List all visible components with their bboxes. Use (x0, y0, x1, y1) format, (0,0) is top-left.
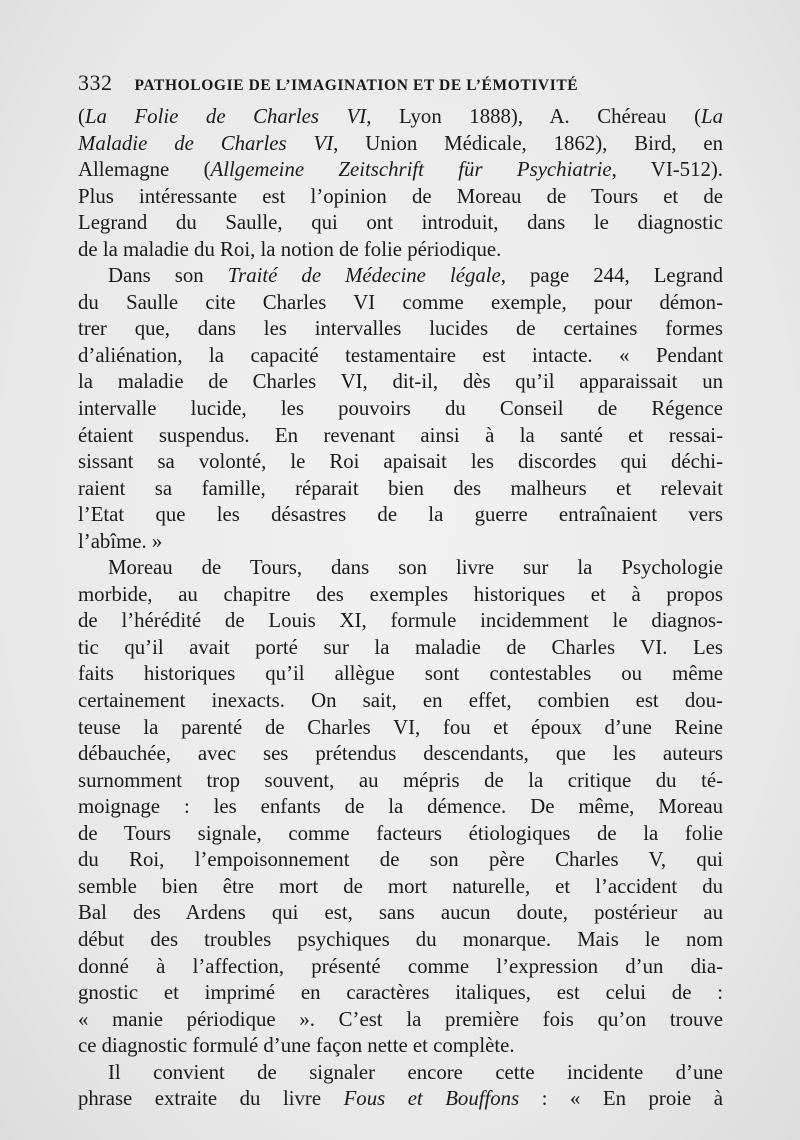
text-line (78, 1033, 723, 1060)
text-line (78, 316, 723, 343)
text-segment: Dans son (108, 264, 228, 288)
text-segment: de la maladie du Roi, la notion de folie périodique. (78, 237, 502, 261)
text-line (78, 661, 723, 688)
text-line (78, 688, 723, 715)
text-line (78, 1060, 723, 1087)
text-line (78, 874, 723, 901)
italic-text: Maladie de Charles VI (78, 131, 334, 155)
text-line (78, 794, 723, 821)
text-line (78, 900, 723, 927)
text-segment: raient sa famille, réparait bien des malheurs et relevait (78, 476, 723, 500)
italic-text: Fous et Bouffons (343, 1087, 520, 1111)
text-segment: Allemagne ( (78, 158, 211, 182)
text-segment: ce diagnostic formulé d’une façon nette et complète. (78, 1034, 515, 1058)
text-segment: phrase extraite du livre (78, 1087, 344, 1111)
text-segment: certainement inexacts. On sait, en effet, combien est dou- (78, 689, 723, 713)
text-line (78, 529, 723, 556)
text-segment: du Roi, l’empoisonnement de son père Charles V, qui (78, 848, 723, 872)
running-head-title: PATHOLOGIE DE L’IMAGINATION ET DE L’ÉMOTIVITÉ (134, 77, 579, 94)
body-text (78, 104, 723, 1113)
text-line (78, 423, 723, 450)
text-segment: trer que, dans les intervalles lucides de certaines formes (78, 317, 723, 341)
text-line (78, 502, 723, 529)
text-line (78, 555, 723, 582)
text-segment: intervalle lucide, les pouvoirs du Conseil de Régence (78, 397, 723, 421)
text-segment: du Saulle cite Charles VI comme exemple, pour démon- (78, 290, 723, 314)
text-segment: l’abîme. » (78, 529, 163, 553)
text-line (78, 715, 723, 742)
italic-text: Allgemeine Zeitschrift für Psychiatrie (210, 158, 612, 182)
text-line (78, 582, 723, 609)
text-line (78, 237, 723, 264)
text-line (78, 821, 723, 848)
text-segment: : « En proie à (519, 1087, 723, 1111)
text-segment: , page 244, Legrand (500, 264, 723, 288)
text-line (78, 608, 723, 635)
text-segment: teuse la parenté de Charles VI, fou et époux d’une Reine (78, 715, 723, 739)
text-segment: ( (78, 105, 85, 128)
text-segment: de Tours signale, comme facteurs étiologiques de la folie (78, 821, 723, 845)
text-line (78, 369, 723, 396)
text-line (78, 847, 723, 874)
text-segment: moignage : les enfants de la démence. De même, Moreau (78, 795, 723, 819)
text-line (78, 476, 723, 503)
text-line (78, 290, 723, 317)
text-line (78, 927, 723, 954)
text-segment: Il convient de signaler encore cette incidente d’une (108, 1060, 723, 1084)
text-line (78, 954, 723, 981)
text-line (78, 184, 723, 211)
text-segment: Moreau de Tours, dans son livre sur la Psychologie (108, 556, 723, 580)
text-segment: gnostic et imprimé en caractères italiques, est celui de : (78, 981, 723, 1005)
text-line (78, 635, 723, 662)
text-segment: de l’hérédité de Louis XI, formule incidemment le diagnos- (78, 609, 723, 633)
italic-text: Traité de Médecine légale (227, 264, 501, 288)
text-line (78, 343, 723, 370)
text-line (78, 1086, 723, 1113)
text-line (78, 104, 723, 131)
text-segment: surnomment trop souvent, au mépris de la critique du té- (78, 768, 723, 792)
text-segment: « manie périodique ». C’est la première fois qu’on trouve (78, 1007, 723, 1031)
text-segment: étaient suspendus. En revenant ainsi à la santé et ressai- (78, 423, 723, 447)
text-line (78, 1007, 723, 1034)
text-segment: , Union Médicale, 1862), Bird, en (333, 131, 724, 155)
text-line (78, 131, 723, 158)
text-line (78, 210, 723, 237)
text-segment: semble bien être mort de mort naturelle, et l’accident du (78, 874, 723, 898)
page-number: 332 (78, 70, 113, 95)
text-segment: tic qu’il avait porté sur la maladie de Charles VI. Les (78, 635, 723, 659)
text-line (78, 157, 723, 184)
text-line (78, 741, 723, 768)
text-segment: morbide, au chapitre des exemples historiques et à propos (78, 582, 723, 606)
italic-text: La (701, 105, 723, 128)
text-segment: , Lyon 1888), A. Chéreau ( (366, 105, 702, 128)
text-segment: d’aliénation, la capacité testamentaire est intacte. « Pendant (78, 343, 723, 367)
text-segment: la maladie de Charles VI, dit-il, dès qu’il apparaissait un (78, 370, 723, 394)
italic-text: La Folie de Charles VI (84, 105, 367, 128)
text-line (78, 768, 723, 795)
running-head (78, 70, 728, 100)
text-segment: Legrand du Saulle, qui ont introduit, dans le diagnostic (78, 211, 723, 235)
text-segment: débauchée, avec ses prétendus descendants, que les auteurs (78, 742, 723, 766)
text-segment: Plus intéressante est l’opinion de Moreau de Tours et de (78, 184, 723, 208)
text-segment: faits historiques qu’il allègue sont contestables ou même (78, 662, 723, 686)
text-segment: l’Etat que les désastres de la guerre entraînaient vers (78, 503, 723, 527)
text-segment: , VI-512). (611, 158, 723, 182)
text-line (78, 396, 723, 423)
text-line (78, 980, 723, 1007)
text-segment: Bal des Ardens qui est, sans aucun doute, postérieur au (78, 901, 723, 925)
text-line (78, 449, 723, 476)
text-segment: donné à l’affection, présenté comme l’expression d’un dia- (78, 954, 723, 978)
text-line (78, 263, 723, 290)
text-segment: début des troubles psychiques du monarque. Mais le nom (78, 927, 723, 951)
text-segment: sissant sa volonté, le Roi apaisait les discordes qui déchi- (78, 450, 723, 474)
